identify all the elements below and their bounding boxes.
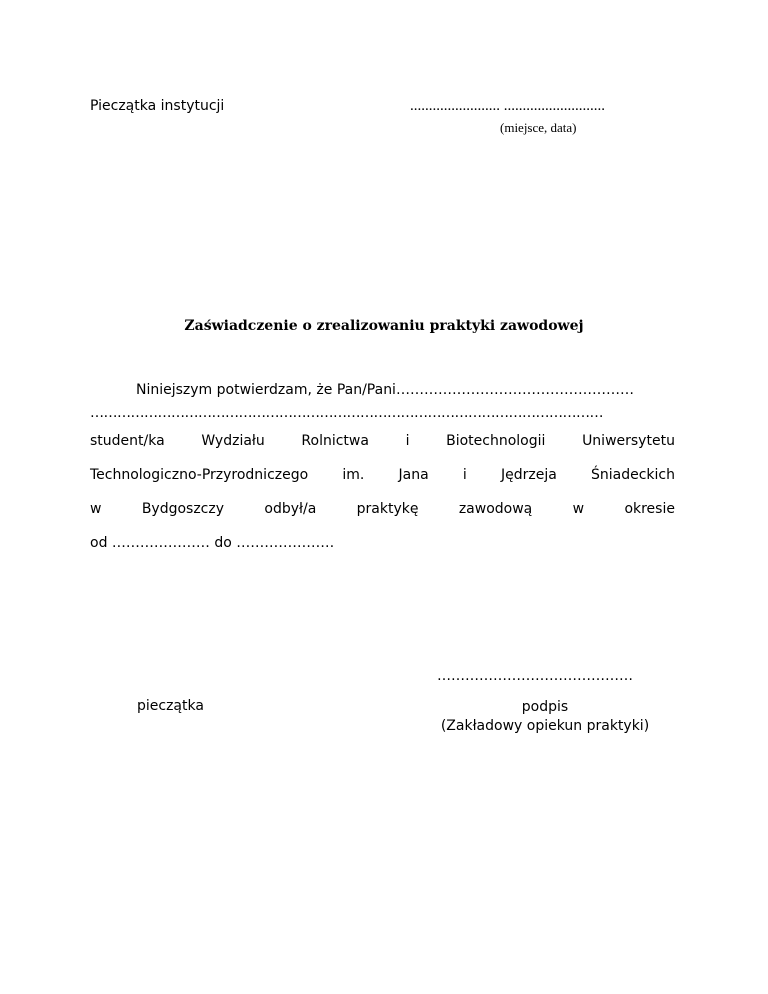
word: okresie <box>624 501 675 517</box>
word: Technologiczno-Przyrodniczego <box>90 467 309 483</box>
body-line-4 <box>90 467 675 483</box>
word: Rolnictwa <box>301 433 369 449</box>
word: w <box>572 501 585 517</box>
signature-label: podpis <box>521 699 569 715</box>
institution-stamp-label: Pieczątka instytucji <box>90 98 225 114</box>
signature-block <box>415 698 675 736</box>
signature-role: (Zakładowy opiekun praktyki) <box>440 718 650 734</box>
signature-field: …………………………………… <box>437 668 633 684</box>
place-date-field: ........................ ........................... <box>410 98 605 114</box>
word: i <box>405 433 410 449</box>
word: Bydgoszczy <box>141 501 225 517</box>
body-line-3 <box>90 433 675 449</box>
body-line-5 <box>90 501 675 517</box>
document-title: Zaświadczenie o zrealizowaniu praktyki zawodowej <box>184 318 584 334</box>
word: im. <box>342 467 365 483</box>
word: Wydziału <box>201 433 265 449</box>
place-date-label: (miejsce, data) <box>500 120 577 135</box>
word: Jędrzeja <box>500 467 557 483</box>
word: odbył/a <box>264 501 317 517</box>
stamp-label: pieczątka <box>137 698 204 714</box>
period-line: od ………………… do ………………… <box>90 535 335 551</box>
word: praktykę <box>356 501 419 517</box>
word: i <box>462 467 467 483</box>
body-line-2: …………………………………………………………………………………………………… <box>90 405 603 421</box>
word: w <box>90 501 102 517</box>
word: Śniadeckich <box>591 467 675 483</box>
word: student/ka <box>90 433 165 449</box>
word: Jana <box>398 467 429 483</box>
word: Biotechnologii <box>446 433 546 449</box>
word: zawodową <box>458 501 533 517</box>
body-line-1: Niniejszym potwierdzam, że Pan/Pani…………………………………………… <box>136 382 634 398</box>
word: Uniwersytetu <box>582 433 675 449</box>
